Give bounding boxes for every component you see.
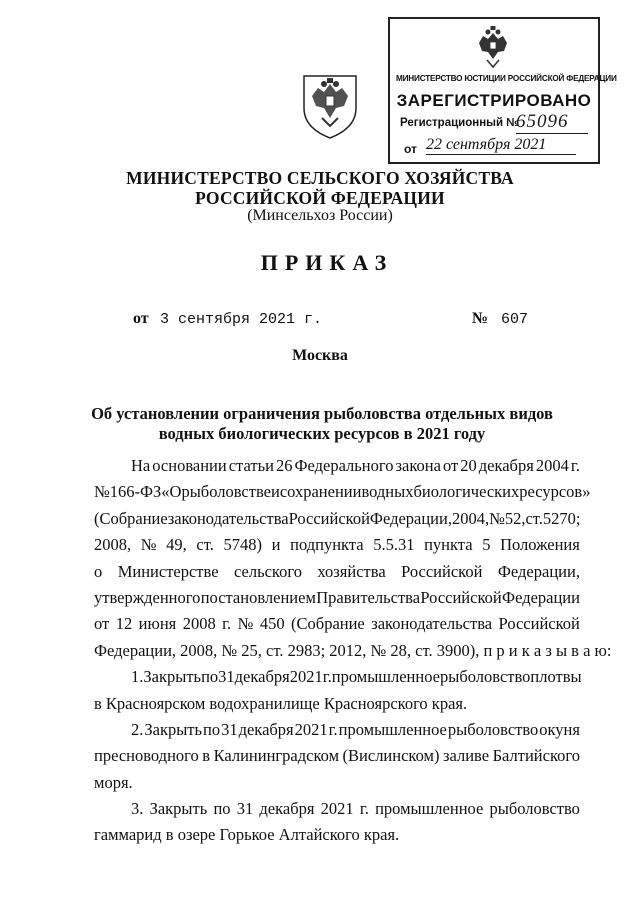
body-line: 1. Закрыть по 31 декабря 2021 г. промышленное рыболовство плотвы	[131, 667, 582, 687]
body-line: Федерации, 2008, № 25, ст. 2983; 2012, № 28, ст. 3900), п р и к а з ы в а ю:	[94, 640, 612, 660]
number-label: №	[472, 310, 489, 327]
stamp-ministry-name: МИНИСТЕРСТВО ЮСТИЦИИ РОССИЙСКОЙ ФЕДЕРАЦИИ	[396, 74, 617, 83]
body-line: (Собрание законодательства Российской Федерации, 2004, № 52, ст. 5270;	[94, 508, 581, 528]
body-line: гаммарид в озере Горькое Алтайского края.	[94, 825, 400, 845]
body-line: о Министерстве сельского хозяйства Российской Федерации,	[94, 561, 580, 581]
body-line: № 166-ФЗ «О рыболовстве и сохранении водных биологических ресурсов»	[94, 482, 591, 502]
order-date: 3 сентября 2021 г.	[160, 311, 323, 328]
stamp-date-value: 22 сентября 2021	[426, 136, 576, 155]
title-line: водных биологических ресурсов в 2021 году	[158, 424, 486, 443]
stamp-reg-number-value: 65096	[516, 111, 588, 134]
order-number: 607	[501, 311, 529, 328]
body-line: На основании статьи 26 Федерального закона от 20 декабря 2004 г.	[131, 456, 580, 475]
body-line: 2008, № 49, ст. 5748) и подпункта 5.5.31 пункта 5 Положения	[94, 535, 580, 555]
city: Москва	[292, 347, 348, 364]
ministry-name-line1: МИНИСТЕРСТВО СЕЛЬСКОГО ХОЗЯЙСТВА	[126, 168, 514, 188]
document-type: ПРИКАЗ	[260, 250, 394, 275]
body-line: в Красноярском водохранилище Красноярского края.	[94, 693, 468, 713]
body-line: утвержденного постановлением Правительства Российской Федерации	[94, 587, 580, 607]
coat-of-arms-icon	[300, 62, 360, 140]
title-line: Об установлении ограничения рыболовства отдельных видов	[91, 404, 553, 423]
registration-stamp	[388, 17, 617, 164]
body-line: пресноводного в Калининградском (Вислинском) заливе Балтийского	[94, 746, 580, 766]
stamp-reg-number-label: Регистрационный №	[400, 117, 520, 129]
document-body	[94, 453, 612, 849]
stamp-emblem-icon	[474, 23, 512, 71]
ministry-name-line2: РОССИЙСКОЙ ФЕДЕРАЦИИ	[195, 188, 445, 208]
stamp-registered-label: ЗАРЕГИСТРИРОВАНО	[396, 91, 592, 110]
body-line: от 12 июня 2008 г. № 450 (Собрание законодательства Российской	[94, 614, 580, 634]
document-title	[80, 404, 564, 444]
ministry-short-name: (Минсельхоз России)	[247, 207, 393, 224]
stamp-date-label: от	[404, 142, 417, 156]
body-line: 3. Закрыть по 31 декабря 2021 г. промышленное рыболовство	[131, 799, 580, 819]
body-line: моря.	[94, 772, 133, 792]
date-label: от	[133, 310, 149, 327]
body-line: 2. Закрыть по 31 декабря 2021 г. промышленное рыболовство окуня	[131, 719, 580, 739]
